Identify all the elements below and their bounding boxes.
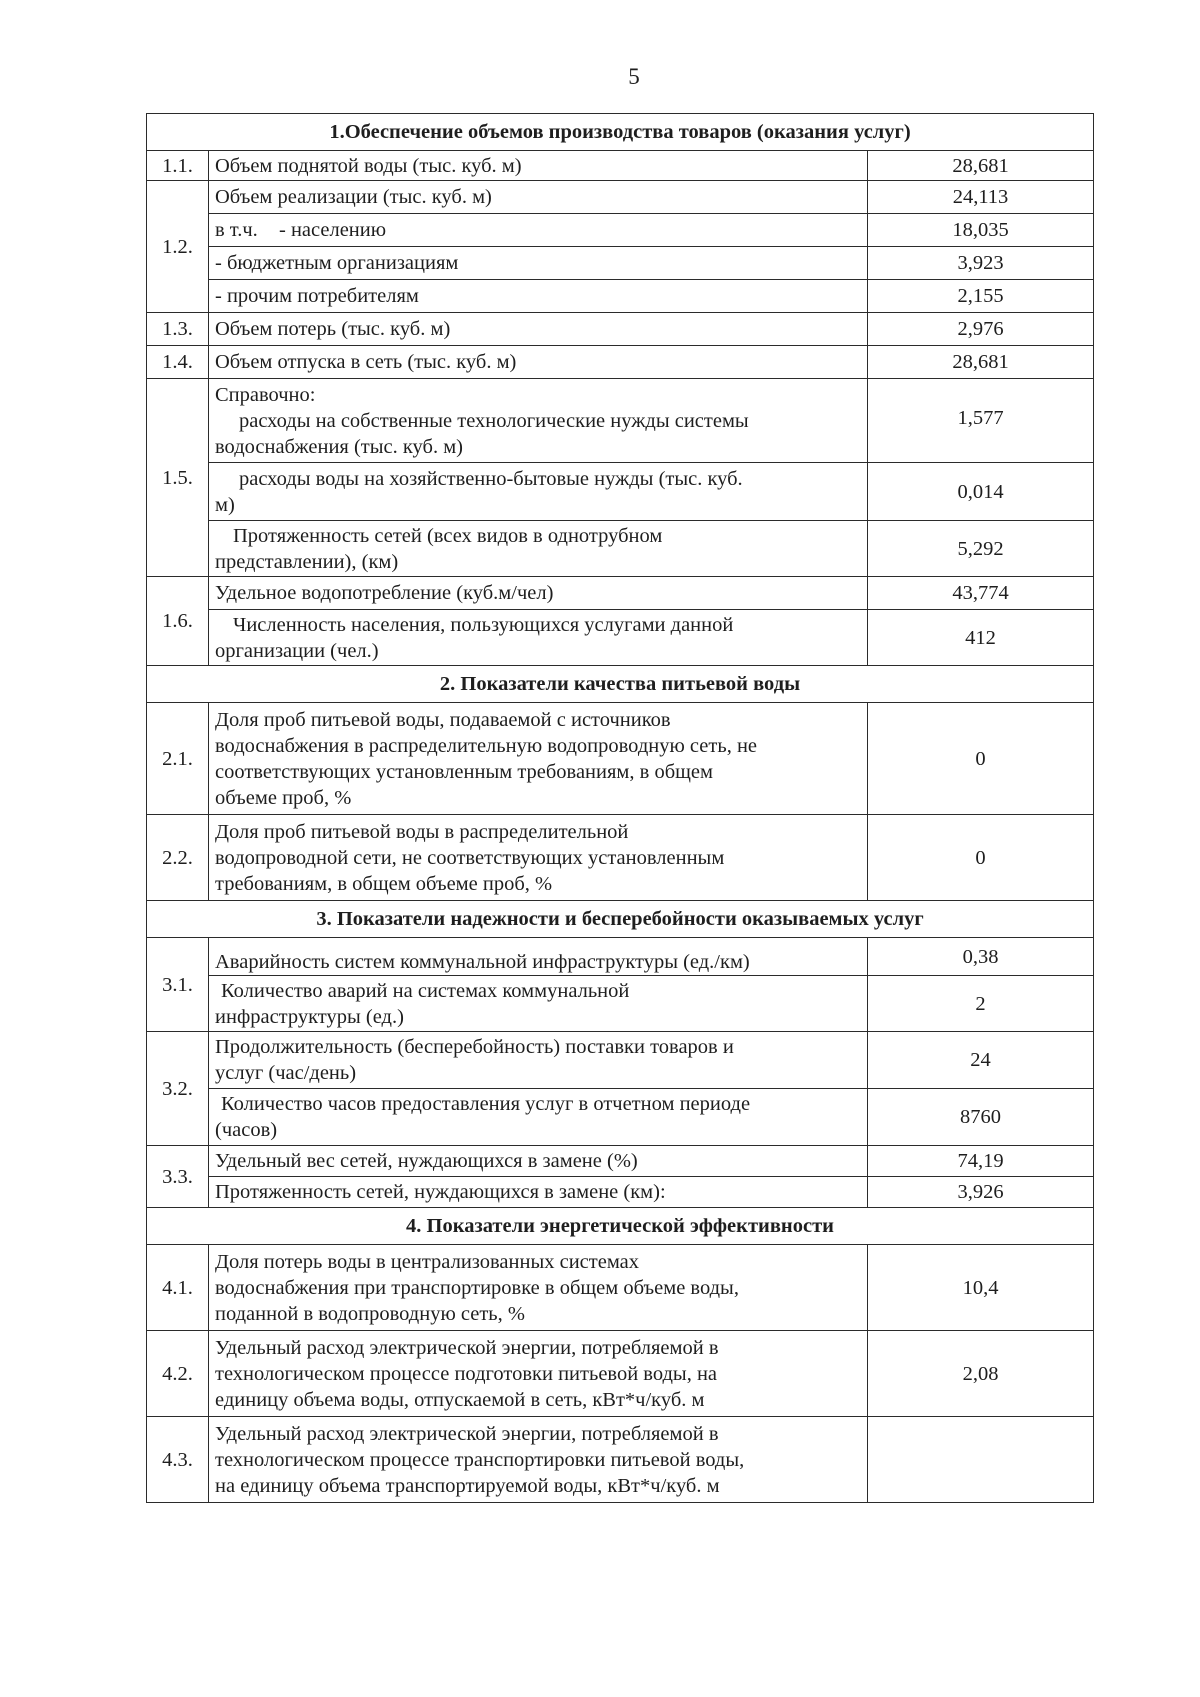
row-number: 4.2. [147,1331,209,1417]
indicator-value: 24,113 [868,181,1094,214]
table-row [147,1417,1094,1503]
label-line: поданной в водопроводную сеть, % [215,1302,525,1325]
indicator-value: 2,155 [868,280,1094,313]
label-line: технологическом процессе подготовки питьевой воды, на [215,1362,718,1385]
indicator-value: 28,681 [868,151,1094,181]
table-row [147,346,1094,379]
indicator-value: 28,681 [868,346,1094,379]
indicator-label [209,379,868,463]
indicator-label: Удельный вес сетей, нуждающихся в замене (%) [209,1146,868,1177]
table-row [147,577,1094,610]
table-row [147,463,1094,521]
indicator-label [209,1331,868,1417]
row-number: 3.3. [147,1146,209,1208]
table-row [147,151,1094,181]
row-number: 1.6. [147,577,209,666]
table-row [147,214,1094,247]
indicator-value: 10,4 [868,1245,1094,1331]
indicator-value: 3,926 [868,1177,1094,1208]
table-row [147,1331,1094,1417]
tech-needs-label: расходы на собственные технологические нужды системы [239,409,749,432]
indicator-label [209,976,868,1032]
table-row [147,1177,1094,1208]
indicator-label [209,1245,868,1331]
indicator-value: 0,014 [868,463,1094,521]
supply-duration-label-cont: услуг (час/день) [215,1062,357,1084]
indicator-label [209,214,868,247]
table-row [147,976,1094,1032]
section-title: 3. Показатели надежности и бесперебойности оказываемых услуг [147,901,1094,938]
label-line: Доля проб питьевой воды в распределительной [215,820,629,843]
indicator-label: Аварийность систем коммунальной инфраструктуры (ед./км) [209,938,868,976]
indicator-value: 2,976 [868,313,1094,346]
label-line: водоснабжения в распределительную водопроводную сеть, не [215,734,758,757]
indicators-table [146,113,1094,1503]
row-number: 1.2. [147,181,209,313]
supply-duration-label: Продолжительность (бесперебойность) поставки товаров и [215,1036,734,1058]
vt-prefix: в т.ч. [215,219,258,241]
tech-needs-label-cont: водоснабжения (тыс. куб. м) [215,435,464,458]
table-row [147,379,1094,463]
table-row [147,610,1094,666]
indicator-label: - бюджетным организациям [209,247,868,280]
label-line: соответствующих установленным требованиям, в общем [215,760,713,783]
table-row [147,280,1094,313]
indicator-label [209,703,868,815]
row-number: 1.1. [147,151,209,181]
row-number: 4.3. [147,1417,209,1503]
label-line: на единицу объема транспортируемой воды, кВт*ч/куб. м [215,1474,720,1497]
indicator-value: 24 [868,1032,1094,1089]
label-line: водопроводной сети, не соответствующих установленным [215,846,725,869]
indicator-value: 5,292 [868,521,1094,577]
population-label: - населению [279,219,387,241]
indicator-label [209,610,868,666]
section-3-header [147,901,1094,938]
indicator-value: 0 [868,703,1094,815]
section-title: 2. Показатели качества питьевой воды [147,666,1094,703]
table-row [147,1032,1094,1089]
indicator-label [209,1417,868,1503]
indicator-label: Объем реализации (тыс. куб. м) [209,181,868,214]
indicator-value: 2 [868,976,1094,1032]
household-needs-label: расходы воды на хозяйственно-бытовые нужды (тыс. куб. [239,467,743,490]
network-length-label: Протяженность сетей (всех видов в однотрубном [233,524,663,547]
reference-label: Справочно: [215,383,316,406]
label-line: водоснабжения при транспортировке в общем объеме воды, [215,1276,739,1299]
service-hours-label: Количество часов предоставления услуг в отчетном периоде [221,1093,751,1115]
indicator-value: 8760 [868,1089,1094,1146]
label-line: технологическом процессе транспортировки питьевой воды, [215,1448,745,1471]
section-4-header [147,1208,1094,1245]
label-line: Доля потерь воды в централизованных системах [215,1250,640,1273]
population-count-label: Численность населения, пользующихся услугами данной [233,613,734,636]
section-1-header [147,114,1094,151]
indicator-value: 0,38 [868,938,1094,976]
indicator-label: Объем отпуска в сеть (тыс. куб. м) [209,346,868,379]
indicator-value: 74,19 [868,1146,1094,1177]
indicator-label [209,815,868,901]
indicator-label: Протяженность сетей, нуждающихся в замене (км): [209,1177,868,1208]
indicator-value: 18,035 [868,214,1094,247]
indicator-value: 3,923 [868,247,1094,280]
row-number: 2.2. [147,815,209,901]
indicator-label [209,1032,868,1089]
row-number: 3.1. [147,938,209,1032]
table-row [147,703,1094,815]
table-row [147,815,1094,901]
indicator-label: Объем потерь (тыс. куб. м) [209,313,868,346]
table-row [147,938,1094,976]
table-row [147,247,1094,280]
table-row [147,181,1094,214]
indicator-label [209,521,868,577]
service-hours-label-cont: (часов) [215,1119,278,1141]
indicator-value: 2,08 [868,1331,1094,1417]
section-title: 1.Обеспечение объемов производства товаров (оказания услуг) [147,114,1094,151]
row-number: 3.2. [147,1032,209,1146]
network-length-label-cont: представлении), (км) [215,550,399,573]
label-line: требованиям, в общем объеме проб, % [215,872,553,895]
table-row [147,313,1094,346]
indicator-value: 412 [868,610,1094,666]
indicator-value [868,1417,1094,1503]
row-number: 1.5. [147,379,209,577]
indicator-label [209,1089,868,1146]
indicator-label: - прочим потребителям [209,280,868,313]
indicator-label [209,463,868,521]
table-row [147,521,1094,577]
table-row [147,1146,1094,1177]
accident-count-label: Количество аварий на системах коммунальной [221,979,630,1002]
label-line: Удельный расход электрической энергии, потребляемой в [215,1422,719,1445]
indicator-label: Удельное водопотребление (куб.м/чел) [209,577,868,610]
row-number: 4.1. [147,1245,209,1331]
row-number: 2.1. [147,703,209,815]
indicator-label: Объем поднятой воды (тыс. куб. м) [209,151,868,181]
page-number: 5 [628,64,640,89]
indicator-value: 43,774 [868,577,1094,610]
section-title: 4. Показатели энергетической эффективности [147,1208,1094,1245]
indicator-value: 1,577 [868,379,1094,463]
section-2-header [147,666,1094,703]
population-count-label-cont: организации (чел.) [215,639,379,662]
table-row [147,1089,1094,1146]
label-line: объеме проб, % [215,786,352,809]
label-line: единицу объема воды, отпускаемой в сеть, кВт*ч/куб. м [215,1388,705,1411]
label-line: Доля проб питьевой воды, подаваемой с источников [215,708,671,731]
table-row [147,1245,1094,1331]
indicator-value: 0 [868,815,1094,901]
label-line: Удельный расход электрической энергии, потребляемой в [215,1336,719,1359]
row-number: 1.3. [147,313,209,346]
row-number: 1.4. [147,346,209,379]
household-needs-label-cont: м) [215,493,235,516]
accident-count-label-cont: инфраструктуры (ед.) [215,1005,404,1028]
